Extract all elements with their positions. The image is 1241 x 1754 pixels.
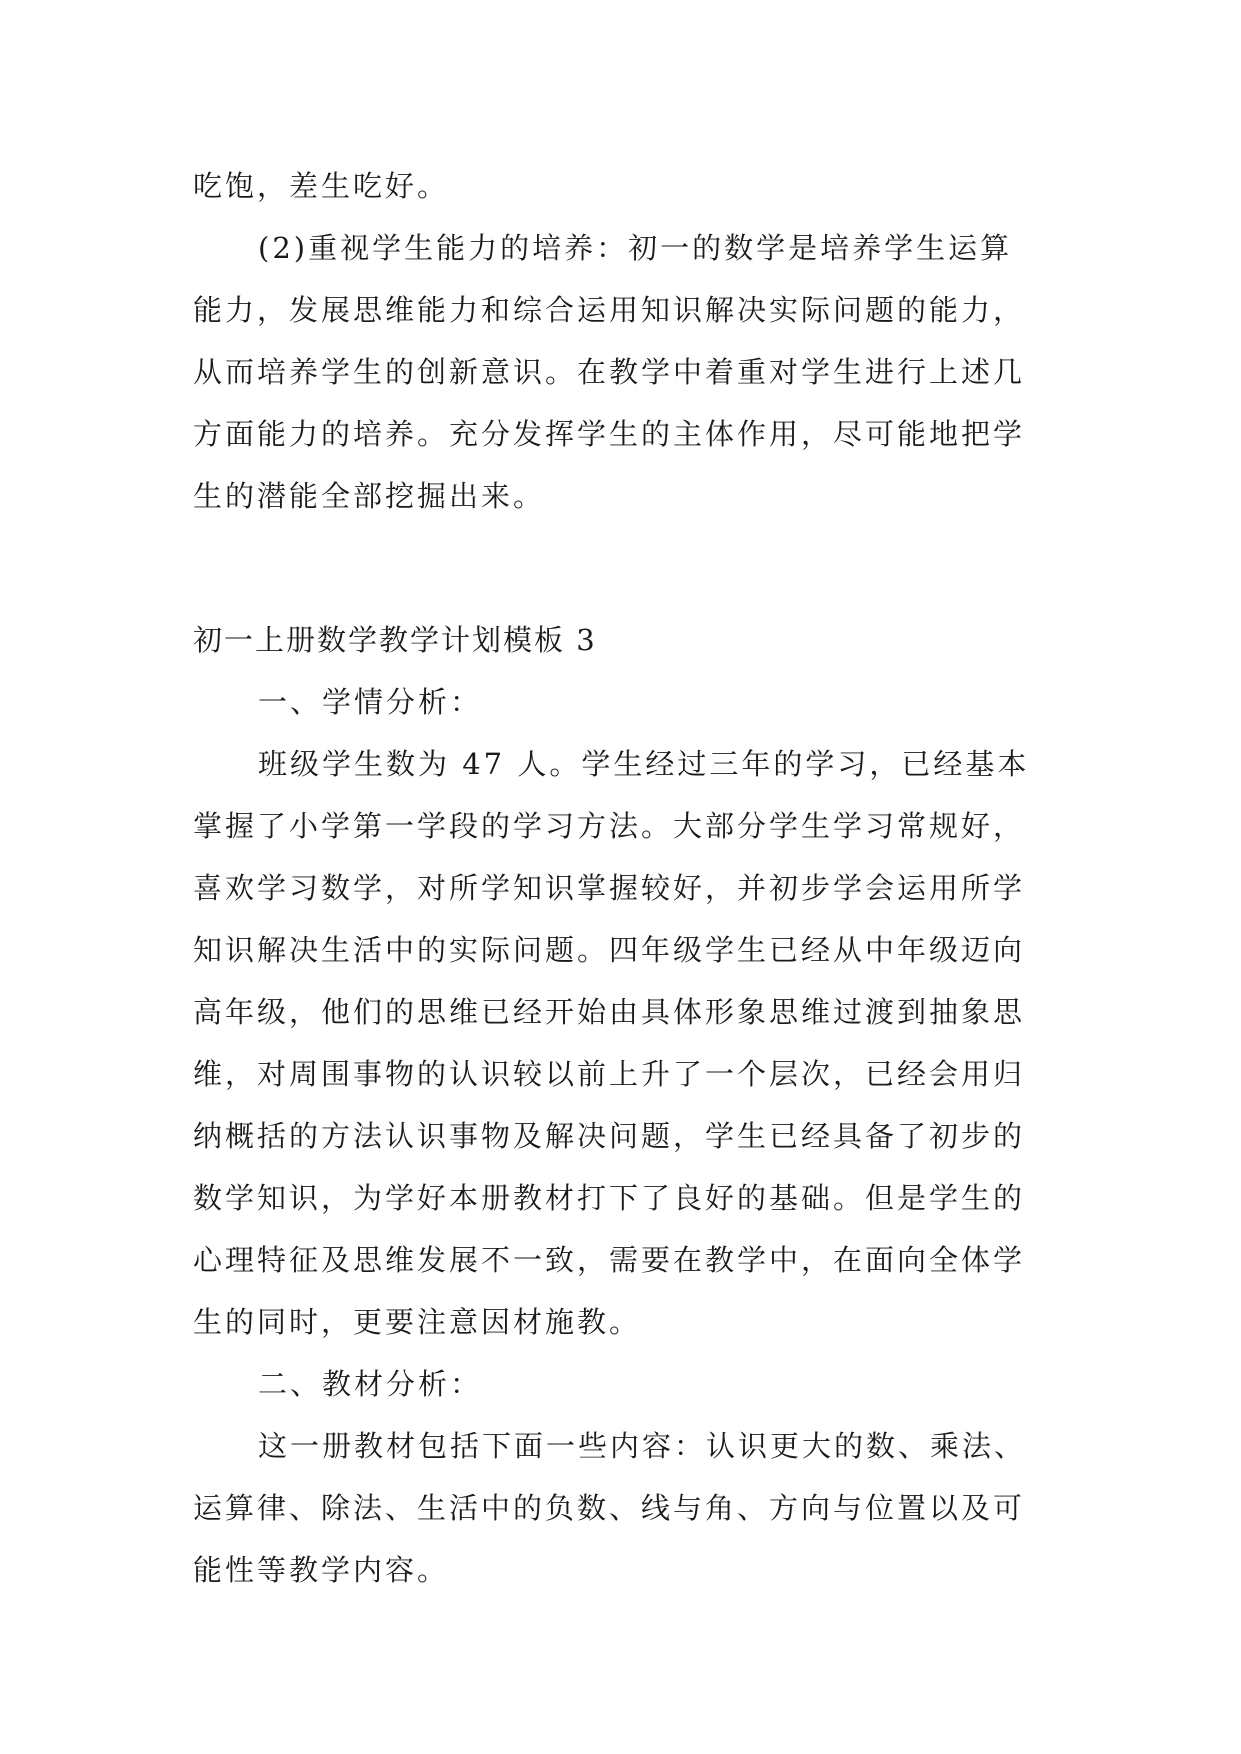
paragraph-line: 高年级，他们的思维已经开始由具体形象思维过渡到抽象思	[193, 995, 1026, 1029]
section-title: 初一上册数学教学计划模板 3	[193, 623, 597, 657]
paragraph-line: 喜欢学习数学，对所学知识掌握较好，并初步学会运用所学	[193, 871, 1026, 905]
paragraph-line: 掌握了小学第一学段的学习方法。大部分学生学习常规好，	[193, 809, 1026, 843]
subsection-heading: 一、学情分析：	[258, 685, 483, 719]
paragraph-line: 知识解决生活中的实际问题。四年级学生已经从中年级迈向	[193, 933, 1026, 967]
paragraph-line: 心理特征及思维发展不一致，需要在教学中，在面向全体学	[193, 1243, 1026, 1277]
paragraph-line: 能力，发展思维能力和综合运用知识解决实际问题的能力，	[193, 293, 1026, 327]
paragraph-line: 运算律、除法、生活中的负数、线与角、方向与位置以及可	[193, 1491, 1026, 1525]
paragraph-line: 纳概括的方法认识事物及解决问题，学生已经具备了初步的	[193, 1119, 1026, 1153]
paragraph-line: 班级学生数为 47 人。学生经过三年的学习，已经基本	[258, 747, 1030, 781]
paragraph-line: 这一册教材包括下面一些内容：认识更大的数、乘法、	[258, 1429, 1027, 1463]
paragraph-line: 生的同时，更要注意因材施教。	[193, 1305, 642, 1339]
paragraph-line: 维，对周围事物的认识较以前上升了一个层次，已经会用归	[193, 1057, 1026, 1091]
subsection-heading: 二、教材分析：	[258, 1367, 483, 1401]
paragraph-line: 方面能力的培养。充分发挥学生的主体作用，尽可能地把学	[193, 417, 1026, 451]
paragraph-line: (2)重视学生能力的培养：初一的数学是培养学生运算	[258, 231, 1013, 265]
paragraph-line: 从而培养学生的创新意识。在教学中着重对学生进行上述几	[193, 355, 1026, 389]
paragraph-line: 能性等教学内容。	[193, 1553, 450, 1587]
paragraph-line: 生的潜能全部挖掘出来。	[193, 479, 546, 513]
paragraph-line: 数学知识，为学好本册教材打下了良好的基础。但是学生的	[193, 1181, 1026, 1215]
paragraph-line: 吃饱，差生吃好。	[193, 169, 450, 203]
